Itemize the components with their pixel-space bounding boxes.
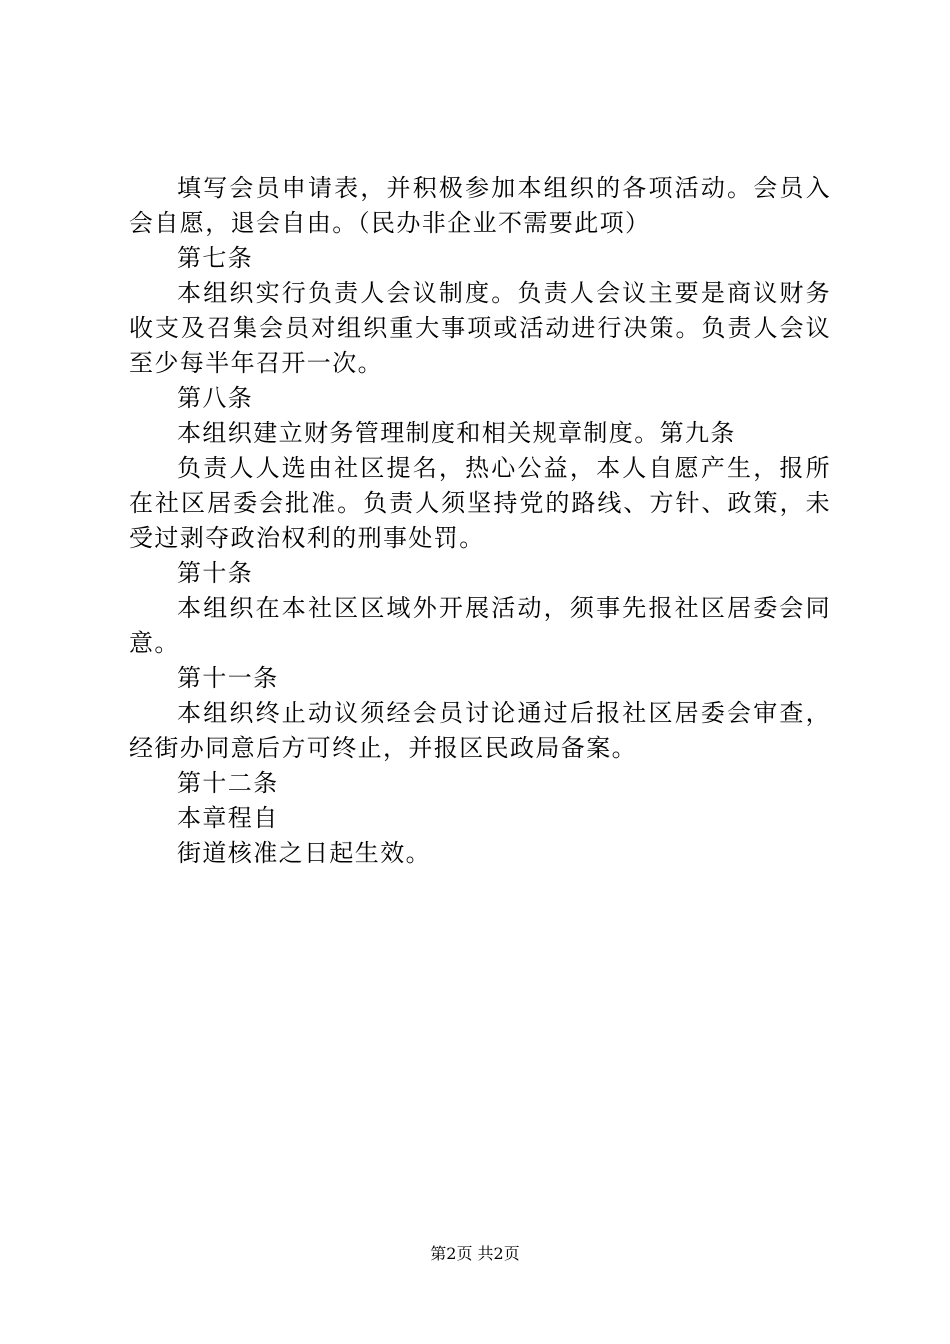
- article-heading-10: 第十条: [177, 559, 254, 587]
- document-body: [129, 171, 831, 871]
- article-heading-12: 第十二条: [177, 769, 279, 797]
- article-heading-7: 第七条: [177, 244, 254, 272]
- paragraph-effective-part2: 街道核准之日起生效。: [177, 839, 431, 867]
- paragraph-meeting-system: 本组织实行负责人会议制度。负责人会议主要是商议财务收支及召集会员对组织重大事项或活动进行决策。负责人会议至少每半年召开一次。: [129, 279, 831, 377]
- paragraph-membership: 填写会员申请表，并积极参加本组织的各项活动。会员入会自愿，退会自由。（民办非企业不需要此项）: [129, 174, 831, 237]
- paragraph-leader-selection: 负责人人选由社区提名，热心公益，本人自愿产生，报所在社区居委会批准。负责人须坚持党的路线、方针、政策，未受过剥夺政治权利的刑事处罚。: [129, 454, 831, 552]
- article-heading-11: 第十一条: [177, 664, 279, 692]
- paragraph-termination: 本组织终止动议须经会员讨论通过后报社区居委会审查，经街办同意后方可终止，并报区民政局备案。: [129, 699, 831, 762]
- article-heading-8: 第八条: [177, 384, 254, 412]
- page-number-footer: 第2页 共2页: [430, 1244, 520, 1263]
- paragraph-effective-part1: 本章程自: [177, 804, 279, 832]
- paragraph-financial-system: 本组织建立财务管理制度和相关规章制度。第九条: [177, 419, 736, 447]
- paragraph-outside-activities: 本组织在本社区区域外开展活动，须事先报社区居委会同意。: [129, 594, 831, 657]
